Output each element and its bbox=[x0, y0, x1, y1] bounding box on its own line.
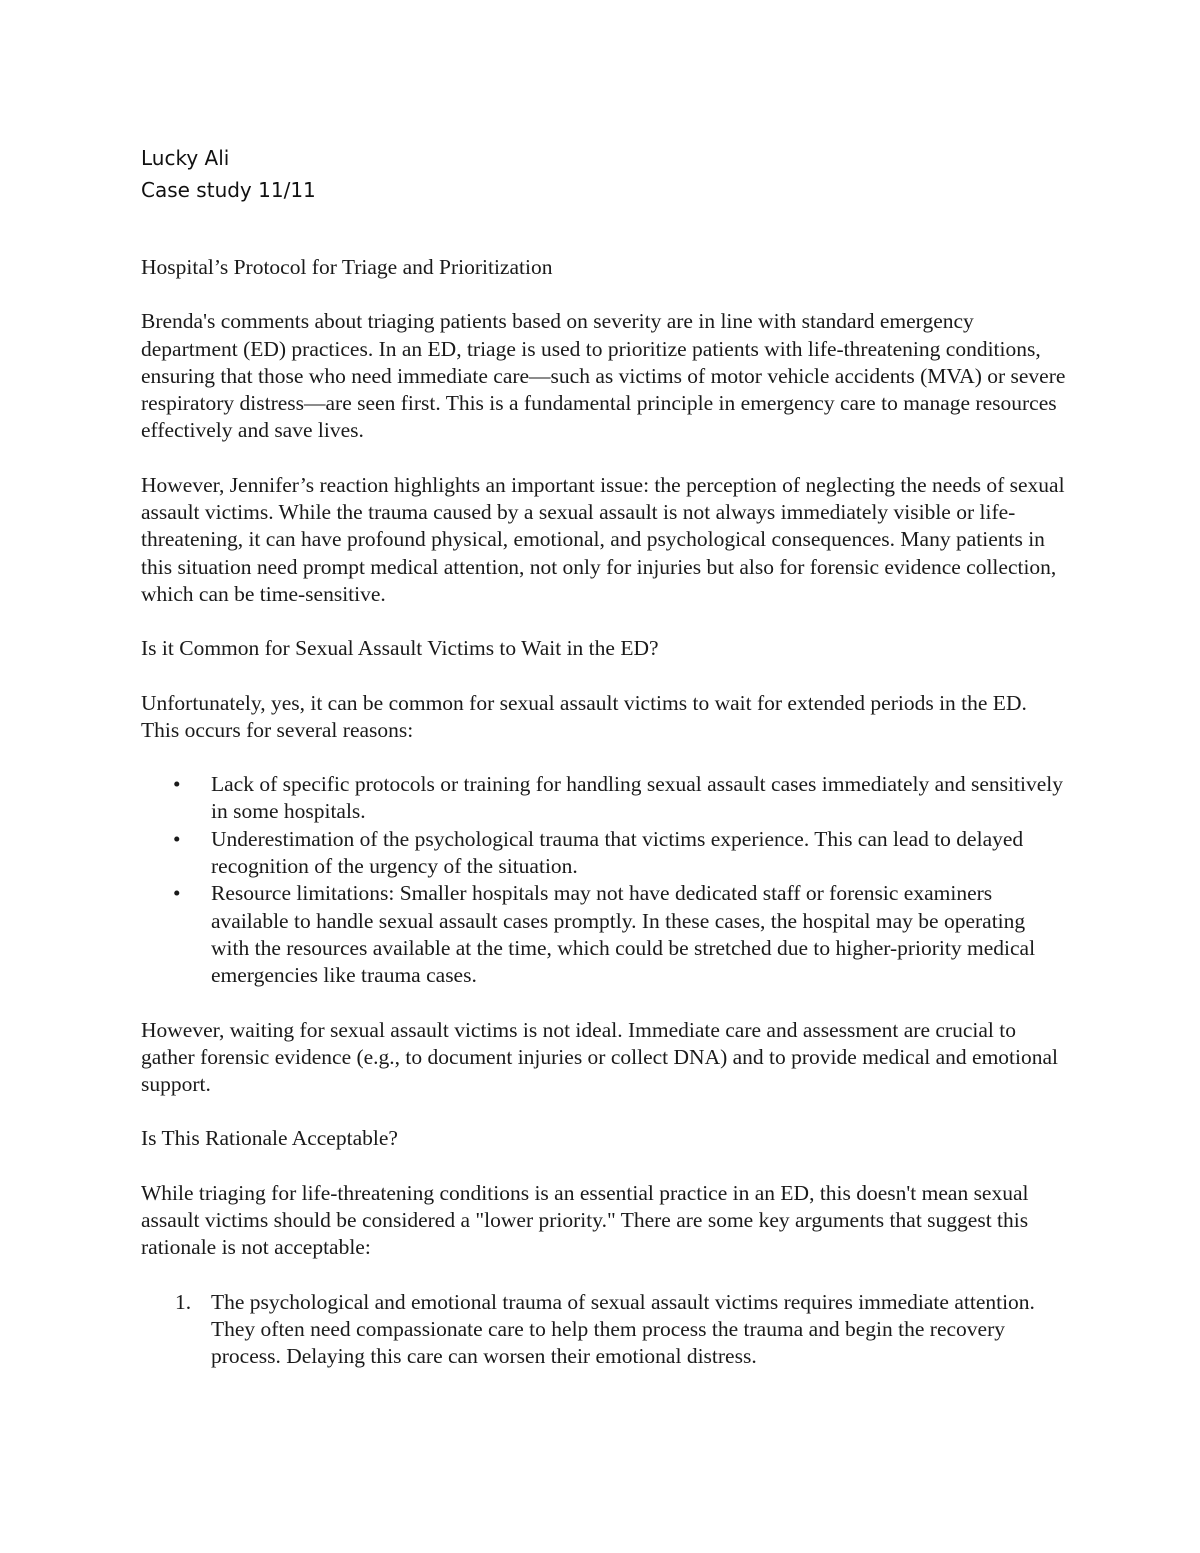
section-heading-triage: Hospital’s Protocol for Triage and Prioritization bbox=[141, 255, 553, 279]
author-name: Lucky Ali bbox=[141, 146, 230, 170]
section-heading-rationale: Is This Rationale Acceptable? bbox=[141, 1126, 398, 1151]
bullet-icon: • bbox=[173, 881, 181, 906]
document-body bbox=[141, 254, 1066, 1371]
list-item bbox=[141, 771, 1066, 826]
bullet-icon: • bbox=[173, 826, 181, 851]
list-item-text: Resource limitations: Smaller hospitals may not have dedicated staff or forensic examiners available to handle sexual assault cases promptly. In these cases, the hospital may be operating with the resources available at the time, which could be stretched due to higher-priority medical emergencies like trauma cases. bbox=[211, 881, 1036, 988]
section-heading-wait: Is it Common for Sexual Assault Victims to Wait in the ED? bbox=[141, 636, 659, 661]
list-item-text: The psychological and emotional trauma of sexual assault victims requires immediate attention. They often need compassionate care to help them process the trauma and begin the recovery process. Delaying this care can worsen their emotional distress. bbox=[211, 1289, 1035, 1369]
list-item-number: 1. bbox=[175, 1289, 192, 1314]
paragraph-rationale-intro: While triaging for life-threatening conditions is an essential practice in an ED, this doesn't mean sexual assault victims should be considered a "lower priority." There are some key arguments that suggest this rationale is not acceptable: bbox=[141, 1180, 1029, 1260]
paragraph-brenda: Brenda's comments about triaging patients based on severity are in line with standard emergency department (ED) practices. In an ED, triage is used to prioritize patients with life-threatening conditions, ensuring that those who need immediate care—such as victims of motor vehicle accidents (MVA) or severe respiratory distress—are seen first. This is a fundamental principle in emergency care to manage resources effectively and save lives. bbox=[141, 309, 1066, 443]
arguments-list bbox=[141, 1289, 1066, 1371]
reasons-list bbox=[141, 771, 1066, 989]
paragraph-wait-intro: Unfortunately, yes, it can be common for sexual assault victims to wait for extended periods in the ED. This occurs for several reasons: bbox=[141, 690, 1027, 742]
list-item bbox=[141, 880, 1066, 989]
paragraph-jennifer: However, Jennifer’s reaction highlights an important issue: the perception of neglecting the needs of sexual assault victims. While the trauma caused by a sexual assault is not always immediately visible or life-threatening, it can have profound physical, emotional, and psychological consequences. Many patients in this situation need prompt medical attention, not only for injuries but also for forensic evidence collection, which can be time-sensitive. bbox=[141, 472, 1065, 606]
list-item-text: Underestimation of the psychological trauma that victims experience. This can lead to delayed recognition of the urgency of the situation. bbox=[211, 826, 1024, 879]
document-header bbox=[141, 142, 316, 206]
bullet-icon: • bbox=[173, 772, 181, 797]
list-item bbox=[141, 1289, 1066, 1371]
list-item bbox=[141, 826, 1066, 881]
document-subtitle: Case study 11/11 bbox=[141, 178, 316, 202]
paragraph-wait-closing: However, waiting for sexual assault victims is not ideal. Immediate care and assessment are crucial to gather forensic evidence (e.g., to document injuries or collect DNA) and to provide medical and emotional support. bbox=[141, 1017, 1059, 1097]
list-item-text: Lack of specific protocols or training for handling sexual assault cases immediately and sensitively in some hospitals. bbox=[211, 772, 1063, 824]
